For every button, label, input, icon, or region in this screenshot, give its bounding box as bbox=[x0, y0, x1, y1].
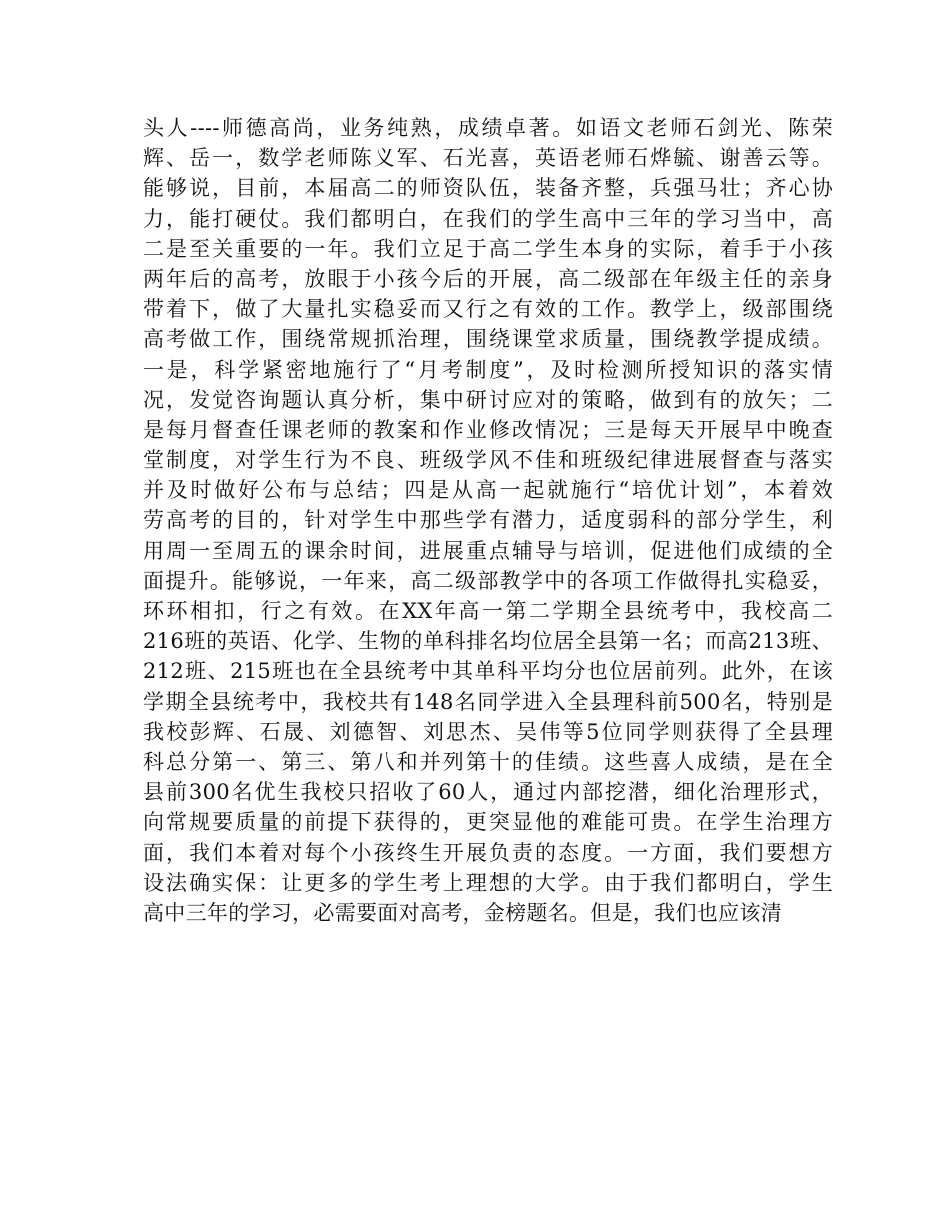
text-line: 况，发觉咨询题认真分析，集中研讨应对的策略，做到有的放矢；二 bbox=[143, 387, 833, 412]
text-line: 216班的英语、化学、生物的单科排名均位居全县第一名；而高213班、 bbox=[143, 629, 833, 654]
body-text bbox=[143, 113, 833, 928]
text-line: 是每月督查任课老师的教案和作业修改情况；三是每天开展早中晚查 bbox=[143, 417, 833, 442]
text-line: 县前300名优生我校只招收了60人，通过内部挖潜，细化治理形式， bbox=[143, 780, 833, 805]
text-line: 高中三年的学习，必需要面对高考，金榜题名。但是，我们也应该清 bbox=[143, 900, 782, 925]
text-line: 面，我们本着对每个小孩终生开展负责的态度。一方面，我们要想方 bbox=[143, 840, 833, 865]
text-line: 用周一至周五的课余时间，进展重点辅导与培训，促进他们成绩的全 bbox=[143, 538, 833, 563]
text-line: 向常规要质量的前提下获得的，更突显他的难能可贵。在学生治理方 bbox=[143, 810, 833, 835]
text-line: 环环相扣，行之有效。在XX年高一第二学期全县统考中，我校高二 bbox=[143, 599, 833, 623]
text-line: 带着下，做了大量扎实稳妥而又行之有效的工作。教学上，级部围绕 bbox=[143, 297, 833, 322]
text-line: 堂制度，对学生行为不良、班级学风不佳和班级纪律进展督查与落实 bbox=[143, 448, 833, 473]
text-line: 学期全县统考中，我校共有148名同学进入全县理科前500名，特别是 bbox=[143, 689, 833, 714]
text-line: 二是至关重要的一年。我们立足于高二学生本身的实际，着手于小孩 bbox=[143, 236, 833, 261]
text-line: 劳高考的目的，针对学生中那些学有潜力，适度弱科的部分学生，利 bbox=[143, 508, 833, 533]
text-line: 两年后的高考，放眼于小孩今后的开展，高二级部在年级主任的亲身 bbox=[143, 266, 833, 291]
text-line: 辉、岳一，数学老师陈义军、石光喜，英语老师石烨毓、谢善云等。 bbox=[143, 146, 833, 171]
text-line: 高考做工作，围绕常规抓治理，围绕课堂求质量，围绕教学提成绩。 bbox=[143, 327, 833, 352]
text-line: 能够说，目前，本届高二的师资队伍，装备齐整，兵强马壮；齐心协 bbox=[143, 176, 833, 201]
text-line: 212班、215班也在全县统考中其单科平均分也位居前列。此外，在该 bbox=[143, 659, 833, 684]
text-line: 面提升。能够说，一年来，高二级部教学中的各项工作做得扎实稳妥， bbox=[143, 568, 833, 593]
text-line: 科总分第一、第三、第八和并列第十的佳绩。这些喜人成绩，是在全 bbox=[143, 749, 833, 774]
text-line: 并及时做好公布与总结；四是从高一起就施行“培优计划”，本着效 bbox=[143, 478, 833, 503]
text-line: 设法确实保：让更多的学生考上理想的大学。由于我们都明白，学生 bbox=[143, 870, 833, 895]
text-line: 头人----师德高尚，业务纯熟，成绩卓著。如语文老师石剑光、陈荣 bbox=[143, 116, 833, 140]
text-line: 一是，科学紧密地施行了“月考制度”，及时检测所授知识的落实情 bbox=[143, 357, 833, 382]
text-line: 力，能打硬仗。我们都明白，在我们的学生高中三年的学习当中，高 bbox=[143, 206, 833, 231]
text-line: 我校彭辉、石晟、刘德智、刘思杰、吴伟等5位同学则获得了全县理 bbox=[143, 719, 833, 744]
